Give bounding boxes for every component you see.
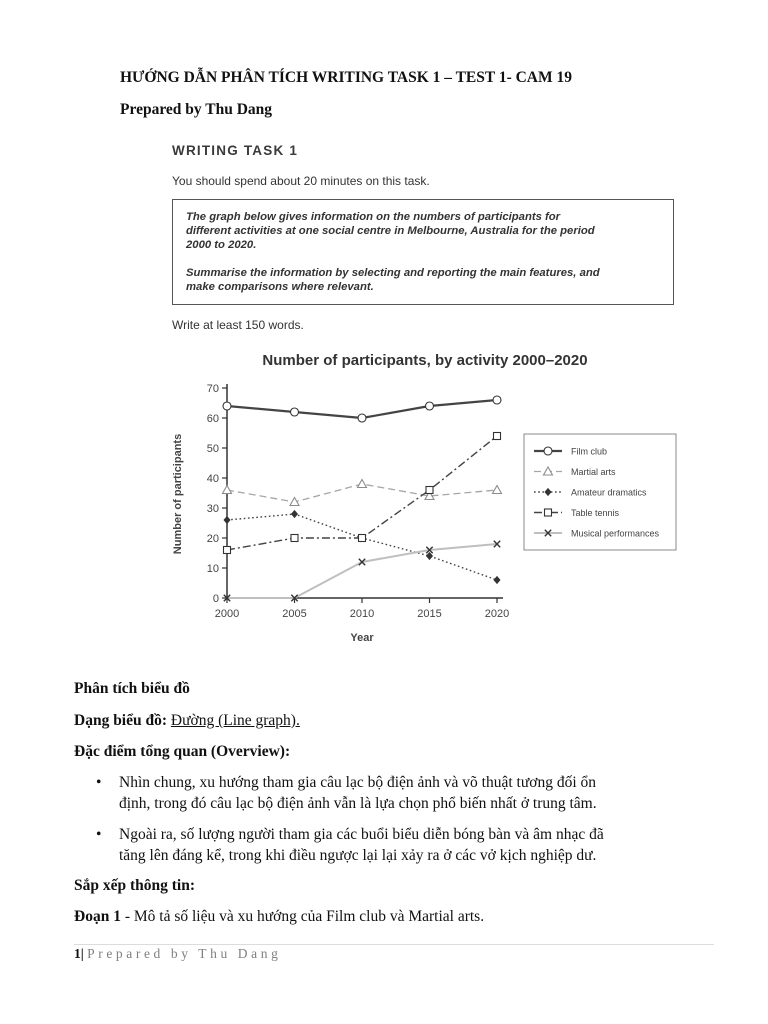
- data-point-table-tennis: [359, 535, 366, 542]
- data-point-amateur-dramatics: [224, 517, 230, 524]
- task-prompt-line: 2000 to 2020.: [186, 239, 257, 252]
- task-summary-line: make comparisons where relevant.: [186, 280, 374, 293]
- data-point-amateur-dramatics: [494, 577, 500, 584]
- page-footer: [74, 946, 281, 962]
- overview-bullet-list: [96, 772, 712, 866]
- data-point-table-tennis: [291, 535, 298, 542]
- footer-page-number: 1: [74, 946, 81, 961]
- x-tick-label: 2020: [484, 608, 510, 620]
- document-title: HƯỚNG DẪN PHÂN TÍCH WRITING TASK 1 – TEST 1- CAM 19: [120, 69, 573, 86]
- task-summary-line: Summarise the information by selecting and reporting the main features, and: [186, 266, 600, 279]
- bullet-text: tăng lên đáng kể, trong khi điều ngược lại lại xảy ra ở các vở kịch nghiệp dư.: [119, 847, 597, 864]
- data-point-film-club: [291, 408, 299, 416]
- task-word-instruction: Write at least 150 words.: [172, 318, 304, 332]
- y-tick-label: 60: [206, 413, 219, 425]
- data-point-amateur-dramatics: [427, 553, 433, 560]
- document-author: Prepared by Thu Dang: [120, 101, 273, 118]
- data-point-film-club: [493, 396, 501, 404]
- task-prompt-line: different activities at one social centre in Melbourne, Australia for the period: [186, 225, 595, 238]
- bullet-text: Ngoài ra, số lượng người tham gia các buổi biểu diễn bóng bàn và âm nhạc đã: [119, 826, 604, 843]
- overview-bullet: [96, 824, 712, 866]
- chart-x-axis-label: Year: [350, 632, 374, 644]
- arrange-heading: Sắp xếp thông tin:: [74, 877, 196, 894]
- x-tick-label: 2015: [417, 608, 442, 620]
- data-point-martial-arts: [493, 486, 502, 494]
- chart-title: Number of participants, by activity 2000–2020: [262, 352, 588, 369]
- chart-y-axis-label: Number of participants: [172, 433, 184, 555]
- footer-text: Prepared by Thu Dang: [87, 946, 282, 961]
- y-tick-label: 20: [206, 533, 219, 545]
- data-point-film-club: [426, 402, 434, 410]
- chart-type-value: Đường (Line graph).: [170, 712, 300, 729]
- footer-separator: |: [80, 946, 84, 961]
- y-tick-label: 30: [206, 503, 219, 515]
- overview-heading: Đặc điểm tổng quan (Overview):: [74, 743, 291, 760]
- legend-label-musical-performances: Musical performances: [571, 528, 660, 539]
- series-line-musical-performances: [227, 544, 497, 598]
- legend-label-film-club: Film club: [571, 446, 608, 457]
- data-point-film-club: [358, 414, 366, 422]
- legend-label-martial-arts: Martial arts: [571, 467, 616, 477]
- task-heading: WRITING TASK 1: [172, 143, 299, 158]
- task-time-instruction: You should spend about 20 minutes on this task.: [172, 174, 430, 188]
- task-prompt-line: The graph below gives information on the numbers of participants for: [186, 211, 561, 223]
- data-point-table-tennis: [224, 547, 231, 554]
- legend-label-amateur-dramatics: Amateur dramatics: [571, 487, 647, 498]
- chart-type-line: [74, 712, 300, 730]
- data-point-table-tennis: [426, 487, 433, 494]
- x-tick-label: 2000: [214, 608, 240, 620]
- x-tick-label: 2010: [349, 608, 375, 620]
- analysis-heading: Phân tích biểu đồ: [74, 680, 190, 697]
- y-tick-label: 0: [212, 593, 219, 605]
- chart-legend: [524, 434, 676, 550]
- bullet-text: Nhìn chung, xu hướng tham gia câu lạc bộ điện ảnh và võ thuật tương đối ổn: [119, 774, 597, 791]
- overview-bullet: [96, 772, 712, 814]
- y-tick-label: 50: [206, 443, 219, 455]
- data-point-amateur-dramatics: [292, 511, 298, 518]
- paragraph1-label: Đoạn 1: [74, 908, 121, 925]
- footer-divider: [74, 944, 714, 945]
- chart-series-lines: [227, 400, 497, 598]
- data-point-table-tennis: [494, 433, 501, 440]
- data-point-film-club: [223, 402, 231, 410]
- y-tick-label: 10: [206, 563, 219, 575]
- legend-label-table-tennis: Table tennis: [571, 508, 620, 518]
- data-point-martial-arts: [223, 486, 232, 494]
- bullet-text: định, trong đó câu lạc bộ điện ảnh vẫn là lựa chọn phổ biến nhất ở trung tâm.: [119, 795, 597, 812]
- paragraph1-text: - Mô tả số liệu và xu hướng của Film club và Martial arts.: [120, 908, 485, 925]
- paragraph1-line: [74, 908, 484, 926]
- legend-marker-table-tennis: [545, 509, 552, 516]
- chart-type-label: Dạng biểu đồ:: [74, 712, 168, 729]
- x-tick-label: 2005: [282, 608, 307, 620]
- data-point-martial-arts: [358, 480, 367, 488]
- chart-markers: [223, 396, 502, 601]
- y-tick-label: 70: [206, 383, 219, 395]
- y-tick-label: 40: [206, 473, 219, 485]
- legend-marker-film-club: [544, 447, 552, 455]
